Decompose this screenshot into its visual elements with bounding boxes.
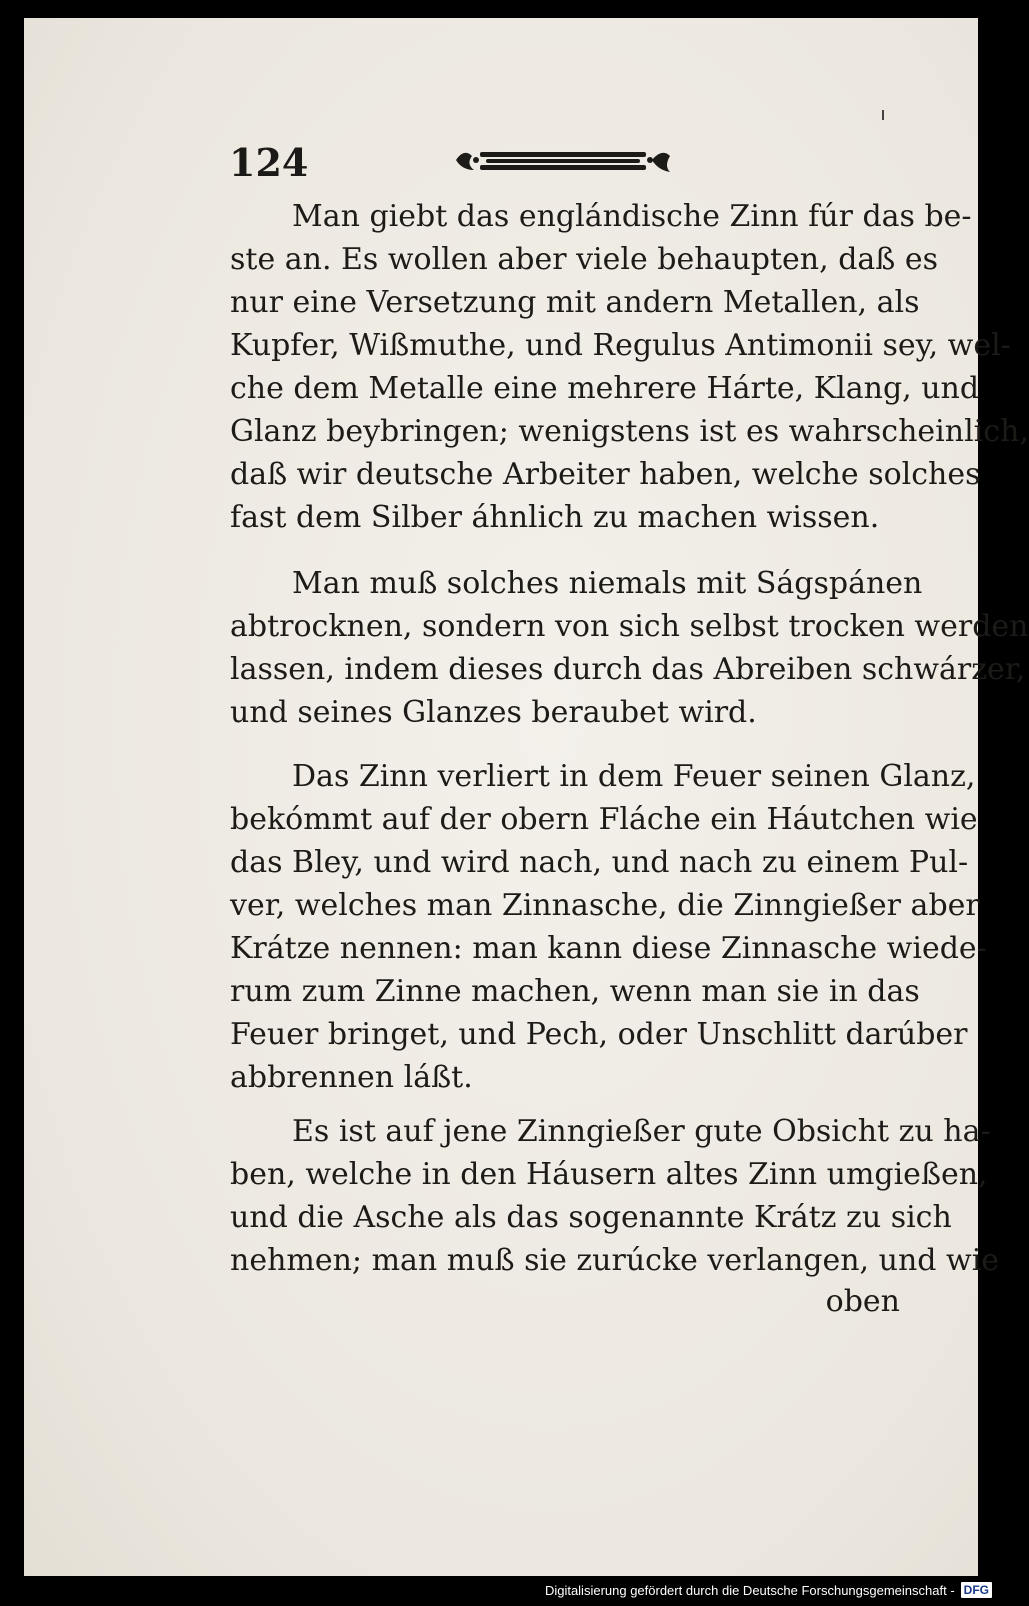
text-line: che dem Metalle eine mehrere Hárte, Klang, und <box>230 371 980 406</box>
text-line: nur eine Versetzung mit andern Metallen, als <box>230 285 920 320</box>
text-line: Das Zinn verliert in dem Feuer seinen Glanz, <box>292 759 976 794</box>
paragraph-3 <box>230 755 987 1099</box>
text-line: und die Asche als das sogenannte Krátz zu sich <box>230 1200 952 1235</box>
paragraph-2 <box>230 562 1029 734</box>
footer <box>545 1578 992 1602</box>
text-line: lassen, indem dieses durch das Abreiben schwárzer, <box>230 652 1026 687</box>
paragraph-4 <box>230 1110 1000 1282</box>
text-line: Man muß solches niemals mit Ságspánen <box>292 566 923 601</box>
text-line: ste an. Es wollen aber viele behaupten, daß es <box>230 242 939 277</box>
page-number: 124 <box>229 140 309 185</box>
text-line: abbrennen láßt. <box>230 1060 473 1095</box>
text-line: rum zum Zinne machen, wenn man sie in das <box>230 974 920 1009</box>
dfg-logo: DFG <box>961 1582 992 1598</box>
catchword-block <box>230 1280 900 1323</box>
catchword: oben <box>825 1284 900 1319</box>
text-line: Krátze nennen: man kann diese Zinnasche wiede- <box>230 931 987 966</box>
text-line: und seines Glanzes beraubet wird. <box>230 695 757 730</box>
text-line: Man giebt das englándische Zinn fúr das be- <box>292 199 972 234</box>
text-line: ben, welche in den Háusern altes Zinn umgießen, <box>230 1157 988 1192</box>
text-line: das Bley, und wird nach, und nach zu einem Pul- <box>230 845 969 880</box>
text-line: ver, welches man Zinnasche, die Zinngießer aber <box>230 888 980 923</box>
text-line: fast dem Silber áhnlich zu machen wissen. <box>230 500 880 535</box>
text-line: Es ist auf jene Zinngießer gute Obsicht zu ha- <box>292 1114 991 1149</box>
text-line: Kupfer, Wißmuthe, und Regulus Antimonii sey, wel- <box>230 328 1011 363</box>
ink-mark <box>882 110 884 120</box>
text-line: nehmen; man muß sie zurúcke verlangen, und wie <box>230 1243 1000 1278</box>
text-line: daß wir deutsche Arbeiter haben, welche solches <box>230 457 981 492</box>
ornament-icon <box>452 140 674 180</box>
text-line: bekómmt auf der obern Fláche ein Háutchen wie <box>230 802 978 837</box>
paragraph-1 <box>230 195 1029 539</box>
footer-text: Digitalisierung gefördert durch die Deutsche Forschungsgemeinschaft - <box>544 1582 955 1598</box>
text-line: Glanz beybringen; wenigstens ist es wahrscheinlich, <box>230 414 1029 449</box>
text-line: abtrocknen, sondern von sich selbst trocken werden <box>230 609 1029 644</box>
text-line: Feuer bringet, und Pech, oder Unschlitt darúber <box>230 1017 968 1052</box>
